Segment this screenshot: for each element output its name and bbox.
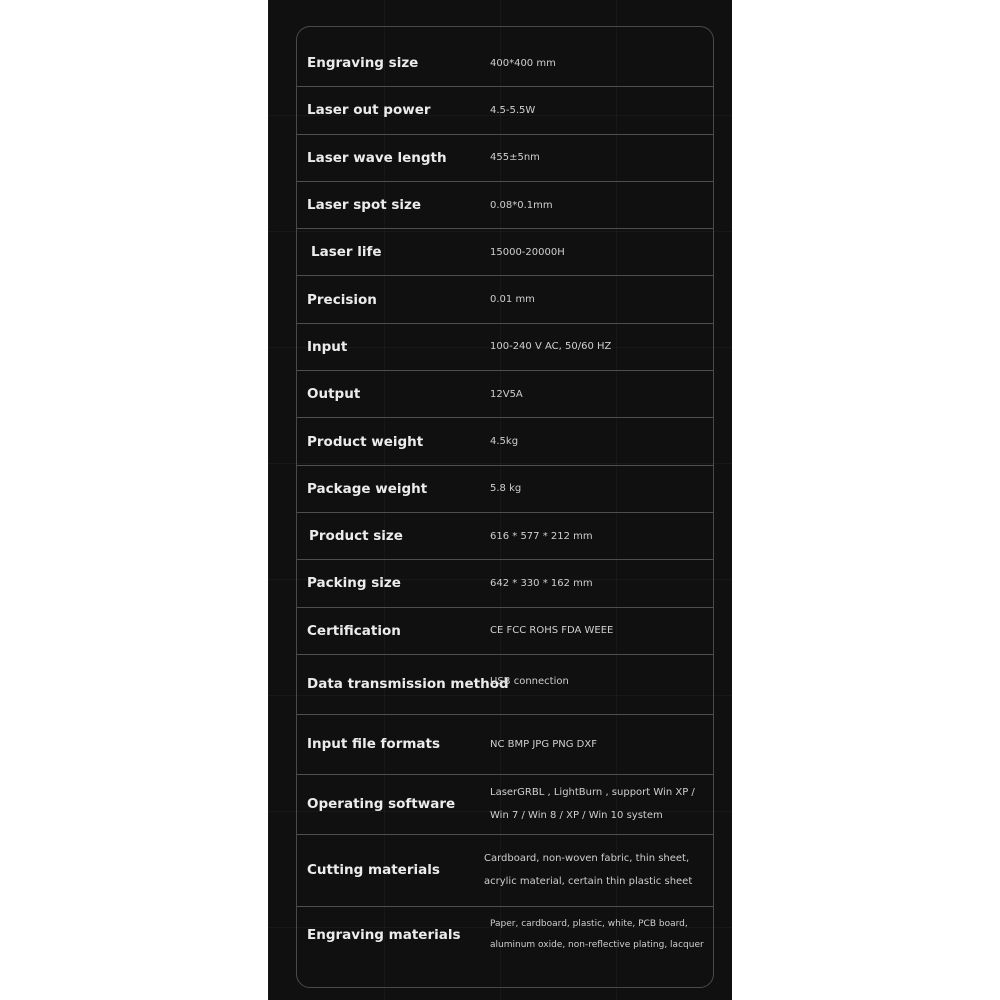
spec-label: Product size xyxy=(309,528,403,545)
spec-row-product-size xyxy=(297,513,713,560)
spec-row-laser-spot-size xyxy=(297,182,713,229)
spec-label: Product weight xyxy=(307,433,424,450)
spec-value: 100-240 V AC, 50/60 HZ xyxy=(490,341,612,353)
spec-label: Input xyxy=(307,338,348,355)
spec-row-laser-wave-length xyxy=(297,135,713,182)
spec-row-output xyxy=(297,371,713,418)
spec-label: Output xyxy=(307,386,361,403)
spec-row-cutting-materials xyxy=(297,835,713,907)
spec-value: 5.8 kg xyxy=(490,483,522,495)
spec-row-precision xyxy=(297,276,713,323)
spec-value: 400*400 mm xyxy=(490,57,556,69)
spec-label: Data transmission method xyxy=(307,676,509,693)
spec-row-data-transmission-method xyxy=(297,655,713,715)
spec-row-package-weight xyxy=(297,466,713,513)
spec-panel xyxy=(268,0,732,1000)
spec-value: 0.01 mm xyxy=(490,294,535,306)
spec-value: Cardboard, non-woven fabric, thin sheet, acrylic material, certain thin plastic sheet xyxy=(484,853,693,888)
spec-label: Engraving materials xyxy=(307,926,461,943)
spec-value: 12V5A xyxy=(490,388,523,400)
spec-row-certification xyxy=(297,608,713,655)
spec-value: USB connection xyxy=(490,675,569,687)
spec-label: Packing size xyxy=(307,575,401,592)
spec-value: 15000-20000H xyxy=(490,246,565,258)
spec-value: 455±5nm xyxy=(490,152,540,164)
spec-value: CE FCC ROHS FDA WEEE xyxy=(490,625,614,637)
spec-value: LaserGRBL , LightBurn , support Win XP / Win 7 / Win 8 / XP / Win 10 system xyxy=(490,787,695,822)
spec-value: NC BMP JPG PNG DXF xyxy=(490,738,597,750)
spec-value: 642 * 330 * 162 mm xyxy=(490,577,593,589)
spec-value: 4.5-5.5W xyxy=(490,104,536,116)
spec-row-engraving-size xyxy=(297,40,713,87)
spec-row-laser-life xyxy=(297,229,713,276)
spec-row-input xyxy=(297,324,713,371)
spec-label: Engraving size xyxy=(307,55,419,72)
spec-row-operating-software xyxy=(297,775,713,835)
spec-label: Laser wave length xyxy=(307,149,447,166)
spec-label: Package weight xyxy=(307,480,428,497)
spec-label: Laser spot size xyxy=(307,197,422,214)
spec-value: 0.08*0.1mm xyxy=(490,199,553,211)
spec-value: 4.5kg xyxy=(490,436,519,448)
spec-label: Precision xyxy=(307,291,377,308)
spec-value: Paper, cardboard, plastic, white, PCB board, aluminum oxide, non-reflective plating, lacquer xyxy=(490,918,704,950)
spec-label: Laser out power xyxy=(307,102,431,119)
spec-label: Input file formats xyxy=(307,736,441,753)
spec-table xyxy=(297,40,713,963)
spec-row-engraving-materials xyxy=(297,907,713,963)
spec-row-product-weight xyxy=(297,418,713,465)
spec-label: Cutting materials xyxy=(307,862,440,879)
spec-label: Laser life xyxy=(311,244,382,261)
spec-value: 616 * 577 * 212 mm xyxy=(490,530,593,542)
spec-row-input-file-formats xyxy=(297,715,713,775)
spec-row-laser-out-power xyxy=(297,87,713,134)
spec-row-packing-size xyxy=(297,560,713,607)
spec-label: Operating software xyxy=(307,796,456,813)
spec-label: Certification xyxy=(307,622,401,639)
